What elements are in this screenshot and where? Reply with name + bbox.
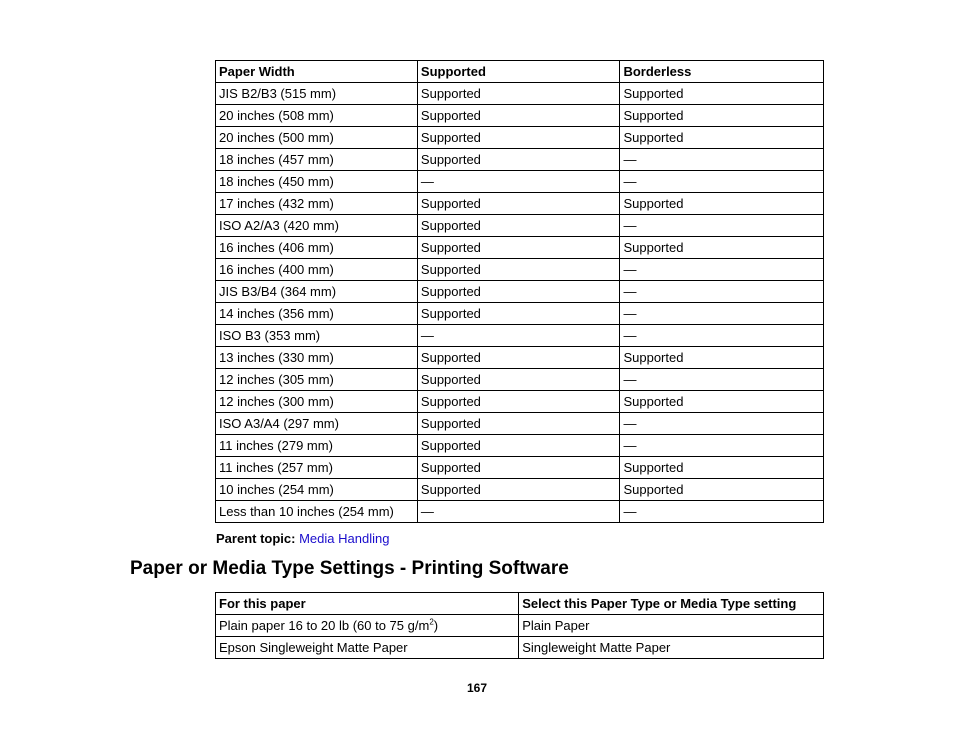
paper-cell bbox=[216, 615, 519, 637]
table-row bbox=[216, 479, 824, 501]
table-row bbox=[216, 259, 824, 281]
table-row bbox=[216, 457, 824, 479]
supported-cell: Supported bbox=[417, 193, 620, 215]
supported-cell: Supported bbox=[417, 237, 620, 259]
paper-width-cell: 18 inches (457 mm) bbox=[216, 149, 418, 171]
supported-cell: — bbox=[417, 171, 620, 193]
borderless-cell: Supported bbox=[620, 83, 824, 105]
media-type-table bbox=[215, 592, 824, 659]
paper-width-cell: 14 inches (356 mm) bbox=[216, 303, 418, 325]
header-for-this-paper: For this paper bbox=[216, 593, 519, 615]
supported-cell: Supported bbox=[417, 259, 620, 281]
paper-width-cell: ISO A2/A3 (420 mm) bbox=[216, 215, 418, 237]
paper-width-cell: 16 inches (400 mm) bbox=[216, 259, 418, 281]
borderless-cell: Supported bbox=[620, 479, 824, 501]
borderless-cell: — bbox=[620, 325, 824, 347]
borderless-cell: — bbox=[620, 259, 824, 281]
supported-cell: Supported bbox=[417, 347, 620, 369]
borderless-cell: Supported bbox=[620, 193, 824, 215]
borderless-cell: — bbox=[620, 171, 824, 193]
table-row bbox=[216, 615, 824, 637]
paper-width-cell: Less than 10 inches (254 mm) bbox=[216, 501, 418, 523]
superscript: 2 bbox=[429, 617, 434, 627]
header-paper-width: Paper Width bbox=[216, 61, 418, 83]
paper-width-cell: ISO B3 (353 mm) bbox=[216, 325, 418, 347]
section-heading: Paper or Media Type Settings - Printing Software bbox=[130, 558, 569, 579]
paper-width-cell: 11 inches (257 mm) bbox=[216, 457, 418, 479]
supported-cell: Supported bbox=[417, 435, 620, 457]
paper-width-table bbox=[215, 60, 824, 523]
setting-cell: Plain Paper bbox=[519, 615, 824, 637]
table-row bbox=[216, 391, 824, 413]
supported-cell: Supported bbox=[417, 149, 620, 171]
table-row bbox=[216, 105, 824, 127]
paper-width-cell: 16 inches (406 mm) bbox=[216, 237, 418, 259]
table-row bbox=[216, 325, 824, 347]
paper-width-cell: 20 inches (508 mm) bbox=[216, 105, 418, 127]
paper-width-cell: 12 inches (300 mm) bbox=[216, 391, 418, 413]
header-supported: Supported bbox=[417, 61, 620, 83]
paper-width-cell: 13 inches (330 mm) bbox=[216, 347, 418, 369]
borderless-cell: Supported bbox=[620, 457, 824, 479]
setting-cell: Singleweight Matte Paper bbox=[519, 637, 824, 659]
table-row bbox=[216, 149, 824, 171]
supported-cell: Supported bbox=[417, 105, 620, 127]
table-row bbox=[216, 637, 824, 659]
borderless-cell: — bbox=[620, 501, 824, 523]
paper-width-cell: 18 inches (450 mm) bbox=[216, 171, 418, 193]
paper-width-cell: 17 inches (432 mm) bbox=[216, 193, 418, 215]
page-number: 167 bbox=[466, 681, 488, 695]
borderless-cell: Supported bbox=[620, 105, 824, 127]
borderless-cell: — bbox=[620, 303, 824, 325]
table-header-row bbox=[216, 593, 824, 615]
table-row bbox=[216, 347, 824, 369]
table-row bbox=[216, 171, 824, 193]
supported-cell: Supported bbox=[417, 457, 620, 479]
supported-cell: — bbox=[417, 501, 620, 523]
media-handling-link[interactable]: Media Handling bbox=[299, 531, 390, 546]
borderless-cell: — bbox=[620, 149, 824, 171]
table-row bbox=[216, 127, 824, 149]
table-header-row bbox=[216, 61, 824, 83]
paper-width-cell: 11 inches (279 mm) bbox=[216, 435, 418, 457]
table-row bbox=[216, 193, 824, 215]
supported-cell: Supported bbox=[417, 281, 620, 303]
paper-text: Plain paper 16 to 20 lb (60 to 75 g/m bbox=[219, 618, 430, 633]
parent-topic bbox=[216, 531, 389, 546]
paper-width-cell: 20 inches (500 mm) bbox=[216, 127, 418, 149]
paper-cell: Epson Singleweight Matte Paper bbox=[216, 637, 519, 659]
borderless-cell: — bbox=[620, 413, 824, 435]
supported-cell: Supported bbox=[417, 83, 620, 105]
table-row bbox=[216, 281, 824, 303]
supported-cell: Supported bbox=[417, 303, 620, 325]
parent-topic-label: Parent topic: bbox=[216, 531, 296, 546]
paper-width-cell: 12 inches (305 mm) bbox=[216, 369, 418, 391]
header-select-setting: Select this Paper Type or Media Type setting bbox=[519, 593, 824, 615]
supported-cell: Supported bbox=[417, 479, 620, 501]
table-row bbox=[216, 83, 824, 105]
borderless-cell: — bbox=[620, 369, 824, 391]
table-row bbox=[216, 413, 824, 435]
paper-width-cell: ISO A3/A4 (297 mm) bbox=[216, 413, 418, 435]
borderless-cell: — bbox=[620, 215, 824, 237]
borderless-cell: — bbox=[620, 435, 824, 457]
supported-cell: — bbox=[417, 325, 620, 347]
paper-width-cell: JIS B2/B3 (515 mm) bbox=[216, 83, 418, 105]
borderless-cell: Supported bbox=[620, 237, 824, 259]
table-row bbox=[216, 435, 824, 457]
supported-cell: Supported bbox=[417, 127, 620, 149]
supported-cell: Supported bbox=[417, 413, 620, 435]
borderless-cell: Supported bbox=[620, 347, 824, 369]
table-row bbox=[216, 303, 824, 325]
paper-width-cell: JIS B3/B4 (364 mm) bbox=[216, 281, 418, 303]
paper-width-cell: 10 inches (254 mm) bbox=[216, 479, 418, 501]
table-row bbox=[216, 369, 824, 391]
supported-cell: Supported bbox=[417, 369, 620, 391]
borderless-cell: Supported bbox=[620, 127, 824, 149]
paper-text-end: ) bbox=[433, 618, 439, 633]
table-row bbox=[216, 237, 824, 259]
supported-cell: Supported bbox=[417, 391, 620, 413]
table-row bbox=[216, 501, 824, 523]
borderless-cell: — bbox=[620, 281, 824, 303]
header-borderless: Borderless bbox=[620, 61, 824, 83]
borderless-cell: Supported bbox=[620, 391, 824, 413]
supported-cell: Supported bbox=[417, 215, 620, 237]
table-row bbox=[216, 215, 824, 237]
